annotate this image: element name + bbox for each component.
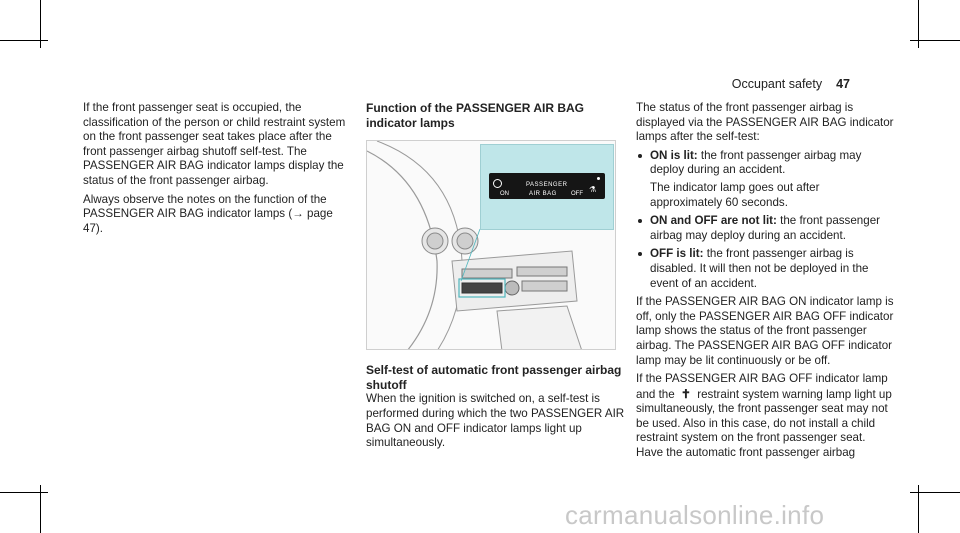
paragraph: If the PASSENGER AIR BAG ON indicator lamp is off, only the PASSENGER AIR BAG OFF indicator lamp shows the status of the front passenger airbag. The PASSENGER AIR BAG OFF indicator lamp may be lit continuously or be off. bbox=[636, 295, 894, 367]
crop-mark bbox=[910, 40, 960, 41]
indicator-label: AIR BAG bbox=[529, 191, 557, 198]
status-list bbox=[636, 149, 894, 291]
seatbelt-warning-icon: ✝ bbox=[680, 386, 691, 401]
paragraph-text: restraint system warning lamp light up simultaneously, the front passenger seat may not be used. Also in this case, do not install a child restraint system on the front passenger seat. Have the automatic front passenger airbag bbox=[636, 387, 892, 460]
column-right bbox=[636, 101, 894, 465]
section-title: Occupant safety bbox=[731, 77, 823, 91]
list-item-term: ON and OFF are not lit: bbox=[650, 214, 777, 228]
passenger-airbag-indicator-panel bbox=[489, 173, 605, 199]
indicator-inset bbox=[480, 144, 614, 230]
dashboard-illustration bbox=[366, 140, 616, 350]
list-item bbox=[636, 149, 894, 210]
indicator-on-label: ON bbox=[500, 191, 509, 198]
list-item bbox=[636, 247, 894, 291]
section-heading: Function of the PASSENGER AIR BAG indicator lamps bbox=[366, 101, 584, 130]
paragraph: If the front passenger seat is occupied, the classification of the person or child restraint system on the front passenger seat takes place after the front passenger airbag shutoff self-test. The PASSENGER AIR BAG indicator lamps display the status of the front passenger airbag. bbox=[83, 101, 346, 187]
airbag-icon: ⚗ bbox=[589, 185, 597, 195]
indicator-off-label: OFF bbox=[571, 191, 583, 198]
list-item-term: OFF is lit: bbox=[650, 247, 704, 261]
crop-mark bbox=[0, 40, 48, 41]
section-heading: Self-test of automatic front passenger airbag shutoff bbox=[366, 363, 622, 392]
paragraph: Always observe the notes on the function of the PASSENGER AIR BAG indicator lamps (→ page 47). bbox=[83, 192, 333, 235]
column-middle bbox=[366, 101, 628, 455]
paragraph: When the ignition is switched on, a self-test is performed during which the two PASSENGER AIR BAG ON and OFF indicator lamps light up simultaneously. bbox=[366, 392, 625, 450]
indicator-dot bbox=[597, 177, 600, 180]
page-header bbox=[732, 77, 850, 91]
column-left bbox=[83, 101, 347, 240]
list-item-note: The indicator lamp goes out after approximately 60 seconds. bbox=[650, 180, 820, 209]
indicator-label: PASSENGER bbox=[526, 182, 568, 189]
list-item-text: the front passenger airbag may deploy during an accident. bbox=[650, 214, 881, 242]
list-item-text: the front passenger airbag may deploy during an accident. bbox=[650, 148, 862, 177]
paragraph bbox=[636, 372, 894, 461]
bullet bbox=[638, 154, 642, 158]
list-item bbox=[636, 214, 894, 243]
list-item-term: ON is lit: bbox=[650, 148, 698, 162]
crop-mark bbox=[910, 492, 960, 493]
bullet bbox=[638, 219, 642, 223]
watermark: carmanualsonline.info bbox=[565, 500, 825, 530]
crop-mark bbox=[0, 492, 48, 493]
bullet bbox=[638, 252, 642, 256]
paragraph: The status of the front passenger airbag is displayed via the PASSENGER AIR BAG indicator lamps after the self-test: bbox=[636, 101, 894, 144]
page-number: 47 bbox=[836, 77, 850, 91]
list-item-text: the front passenger airbag is disabled. It will then not be deployed in the event of an accident. bbox=[650, 247, 869, 290]
paragraph-text: If the PASSENGER AIR BAG OFF indicator lamp and the bbox=[636, 372, 888, 401]
